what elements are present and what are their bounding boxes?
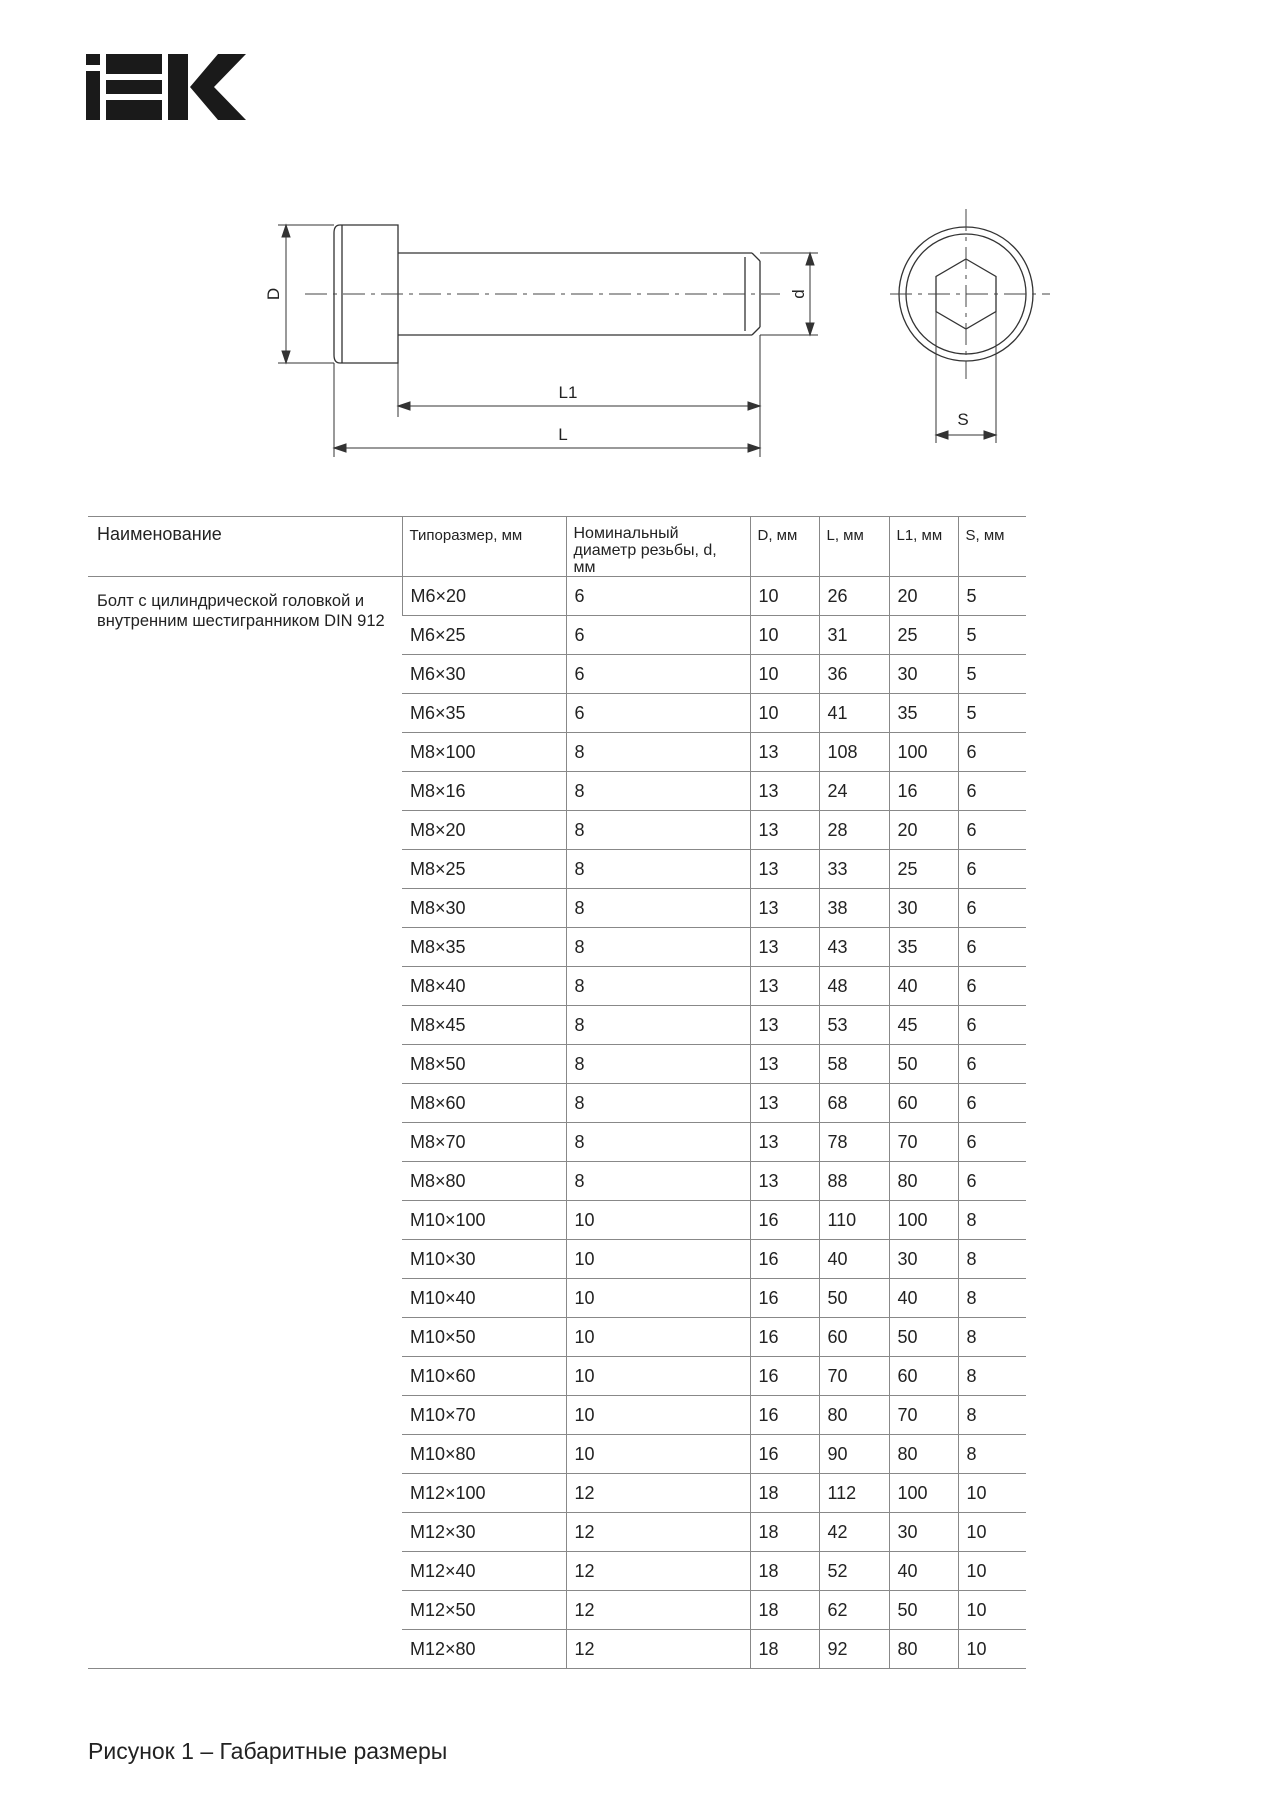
cell-L1: 50 [889, 1591, 958, 1630]
cell-D: 16 [750, 1396, 819, 1435]
cell-S: 8 [958, 1240, 1026, 1279]
cell-d: 8 [566, 928, 750, 967]
cell-S: 6 [958, 928, 1026, 967]
cell-L1: 25 [889, 616, 958, 655]
header-D: D, мм [750, 517, 819, 577]
cell-d: 6 [566, 577, 750, 616]
cell-d: 6 [566, 655, 750, 694]
cell-d: 6 [566, 694, 750, 733]
cell-L1: 20 [889, 577, 958, 616]
cell-S: 6 [958, 1123, 1026, 1162]
cell-L: 41 [819, 694, 889, 733]
cell-L1: 25 [889, 850, 958, 889]
cell-S: 5 [958, 655, 1026, 694]
cell-L1: 35 [889, 694, 958, 733]
cell-S: 5 [958, 694, 1026, 733]
cell-D: 13 [750, 1084, 819, 1123]
cell-L1: 100 [889, 733, 958, 772]
cell-D: 13 [750, 967, 819, 1006]
cell-d: 6 [566, 616, 750, 655]
cell-d: 12 [566, 1630, 750, 1669]
cell-size: М10×30 [402, 1240, 566, 1279]
cell-D: 13 [750, 1006, 819, 1045]
cell-size: М10×50 [402, 1318, 566, 1357]
iek-logo [86, 54, 246, 120]
cell-size: М8×45 [402, 1006, 566, 1045]
cell-D: 13 [750, 733, 819, 772]
spec-table [88, 516, 1026, 1669]
cell-L: 36 [819, 655, 889, 694]
cell-L1: 70 [889, 1123, 958, 1162]
cell-d: 12 [566, 1552, 750, 1591]
figure-caption: Рисунок 1 – Габаритные размеры [88, 1738, 448, 1764]
cell-d: 8 [566, 1084, 750, 1123]
cell-S: 6 [958, 1045, 1026, 1084]
cell-D: 10 [750, 616, 819, 655]
cell-L: 26 [819, 577, 889, 616]
cell-d: 10 [566, 1435, 750, 1474]
cell-L1: 60 [889, 1084, 958, 1123]
table-row [88, 577, 1026, 616]
cell-d: 10 [566, 1357, 750, 1396]
cell-d: 8 [566, 850, 750, 889]
cell-S: 10 [958, 1552, 1026, 1591]
cell-d: 12 [566, 1474, 750, 1513]
cell-L1: 40 [889, 967, 958, 1006]
cell-S: 6 [958, 1006, 1026, 1045]
cell-D: 16 [750, 1435, 819, 1474]
cell-size: М8×60 [402, 1084, 566, 1123]
header-L1: L1, мм [889, 517, 958, 577]
cell-L: 112 [819, 1474, 889, 1513]
label-S: S [957, 410, 969, 429]
cell-d: 8 [566, 811, 750, 850]
label-d: d [789, 289, 808, 299]
cell-size: М8×100 [402, 733, 566, 772]
header-thread: Номинальный диаметр резьбы, d, мм [566, 517, 750, 577]
cell-d: 8 [566, 733, 750, 772]
cell-D: 16 [750, 1357, 819, 1396]
cell-size: М8×35 [402, 928, 566, 967]
cell-L1: 30 [889, 1240, 958, 1279]
cell-d: 10 [566, 1279, 750, 1318]
cell-D: 18 [750, 1591, 819, 1630]
cell-L1: 80 [889, 1435, 958, 1474]
cell-L1: 100 [889, 1474, 958, 1513]
cell-L: 48 [819, 967, 889, 1006]
cell-size: М12×40 [402, 1552, 566, 1591]
cell-size: М12×80 [402, 1630, 566, 1669]
header-name: Наименование [88, 517, 402, 577]
cell-L: 68 [819, 1084, 889, 1123]
cell-D: 10 [750, 694, 819, 733]
cell-L: 110 [819, 1201, 889, 1240]
cell-L1: 35 [889, 928, 958, 967]
cell-L: 80 [819, 1396, 889, 1435]
cell-L1: 80 [889, 1162, 958, 1201]
cell-L1: 20 [889, 811, 958, 850]
cell-size: М6×30 [402, 655, 566, 694]
cell-D: 18 [750, 1513, 819, 1552]
cell-L1: 50 [889, 1318, 958, 1357]
cell-size: М12×50 [402, 1591, 566, 1630]
cell-L1: 40 [889, 1552, 958, 1591]
cell-L1: 60 [889, 1357, 958, 1396]
cell-size: М10×60 [402, 1357, 566, 1396]
cell-S: 6 [958, 889, 1026, 928]
cell-d: 10 [566, 1240, 750, 1279]
cell-S: 8 [958, 1318, 1026, 1357]
cell-S: 8 [958, 1396, 1026, 1435]
cell-S: 6 [958, 733, 1026, 772]
cell-S: 6 [958, 811, 1026, 850]
cell-L: 31 [819, 616, 889, 655]
cell-D: 18 [750, 1630, 819, 1669]
cell-L1: 30 [889, 889, 958, 928]
cell-L: 108 [819, 733, 889, 772]
cell-S: 6 [958, 1084, 1026, 1123]
cell-L1: 80 [889, 1630, 958, 1669]
cell-D: 16 [750, 1279, 819, 1318]
product-name-cell: Болт с цилиндрической головкой и внутренним шестигранником DIN 912 [88, 577, 402, 1669]
cell-D: 16 [750, 1318, 819, 1357]
cell-size: М10×80 [402, 1435, 566, 1474]
cell-d: 10 [566, 1396, 750, 1435]
cell-size: М10×100 [402, 1201, 566, 1240]
cell-D: 10 [750, 577, 819, 616]
cell-L: 52 [819, 1552, 889, 1591]
cell-D: 10 [750, 655, 819, 694]
cell-d: 12 [566, 1591, 750, 1630]
cell-S: 6 [958, 1162, 1026, 1201]
header-L: L, мм [819, 517, 889, 577]
cell-size: М6×35 [402, 694, 566, 733]
cell-L1: 45 [889, 1006, 958, 1045]
cell-size: М8×50 [402, 1045, 566, 1084]
cell-S: 5 [958, 577, 1026, 616]
cell-d: 10 [566, 1318, 750, 1357]
cell-L: 42 [819, 1513, 889, 1552]
cell-L: 88 [819, 1162, 889, 1201]
header-size: Типоразмер, мм [402, 517, 566, 577]
cell-d: 8 [566, 1123, 750, 1162]
cell-L: 62 [819, 1591, 889, 1630]
cell-L: 58 [819, 1045, 889, 1084]
cell-L: 43 [819, 928, 889, 967]
cell-d: 10 [566, 1201, 750, 1240]
cell-L1: 30 [889, 655, 958, 694]
label-D: D [264, 287, 283, 301]
cell-size: М8×70 [402, 1123, 566, 1162]
cell-L1: 50 [889, 1045, 958, 1084]
cell-D: 18 [750, 1552, 819, 1591]
cell-D: 13 [750, 889, 819, 928]
cell-d: 8 [566, 1006, 750, 1045]
cell-L: 70 [819, 1357, 889, 1396]
bolt-drawing [0, 195, 1280, 475]
label-L1: L1 [558, 383, 578, 402]
cell-L: 50 [819, 1279, 889, 1318]
cell-size: М8×30 [402, 889, 566, 928]
cell-size: М8×16 [402, 772, 566, 811]
cell-L1: 70 [889, 1396, 958, 1435]
cell-size: М10×70 [402, 1396, 566, 1435]
cell-L: 40 [819, 1240, 889, 1279]
cell-L: 90 [819, 1435, 889, 1474]
cell-S: 6 [958, 850, 1026, 889]
cell-D: 13 [750, 1045, 819, 1084]
cell-L1: 16 [889, 772, 958, 811]
cell-L1: 30 [889, 1513, 958, 1552]
cell-d: 12 [566, 1513, 750, 1552]
cell-S: 8 [958, 1279, 1026, 1318]
cell-d: 8 [566, 889, 750, 928]
cell-L: 38 [819, 889, 889, 928]
cell-S: 5 [958, 616, 1026, 655]
cell-D: 13 [750, 928, 819, 967]
cell-L: 24 [819, 772, 889, 811]
cell-size: М8×25 [402, 850, 566, 889]
cell-D: 18 [750, 1474, 819, 1513]
header-S: S, мм [958, 517, 1026, 577]
cell-size: М6×20 [402, 577, 566, 616]
cell-S: 10 [958, 1630, 1026, 1669]
cell-S: 6 [958, 967, 1026, 1006]
cell-S: 6 [958, 772, 1026, 811]
cell-size: М6×25 [402, 616, 566, 655]
cell-d: 8 [566, 1162, 750, 1201]
cell-L: 53 [819, 1006, 889, 1045]
cell-size: М8×40 [402, 967, 566, 1006]
cell-d: 8 [566, 967, 750, 1006]
cell-size: М12×100 [402, 1474, 566, 1513]
cell-L: 33 [819, 850, 889, 889]
cell-d: 8 [566, 772, 750, 811]
cell-S: 10 [958, 1591, 1026, 1630]
cell-L1: 40 [889, 1279, 958, 1318]
cell-D: 16 [750, 1201, 819, 1240]
cell-D: 13 [750, 772, 819, 811]
cell-L: 92 [819, 1630, 889, 1669]
cell-S: 8 [958, 1357, 1026, 1396]
cell-size: М8×80 [402, 1162, 566, 1201]
cell-D: 13 [750, 1162, 819, 1201]
cell-d: 8 [566, 1045, 750, 1084]
cell-D: 13 [750, 1123, 819, 1162]
cell-L: 28 [819, 811, 889, 850]
cell-L: 78 [819, 1123, 889, 1162]
cell-S: 8 [958, 1201, 1026, 1240]
cell-S: 10 [958, 1513, 1026, 1552]
cell-S: 10 [958, 1474, 1026, 1513]
label-L: L [558, 425, 568, 444]
cell-D: 13 [750, 850, 819, 889]
table-header-row [88, 517, 1026, 577]
cell-D: 16 [750, 1240, 819, 1279]
cell-L1: 100 [889, 1201, 958, 1240]
cell-size: М12×30 [402, 1513, 566, 1552]
cell-S: 8 [958, 1435, 1026, 1474]
cell-L: 60 [819, 1318, 889, 1357]
cell-size: М8×20 [402, 811, 566, 850]
cell-D: 13 [750, 811, 819, 850]
cell-size: М10×40 [402, 1279, 566, 1318]
